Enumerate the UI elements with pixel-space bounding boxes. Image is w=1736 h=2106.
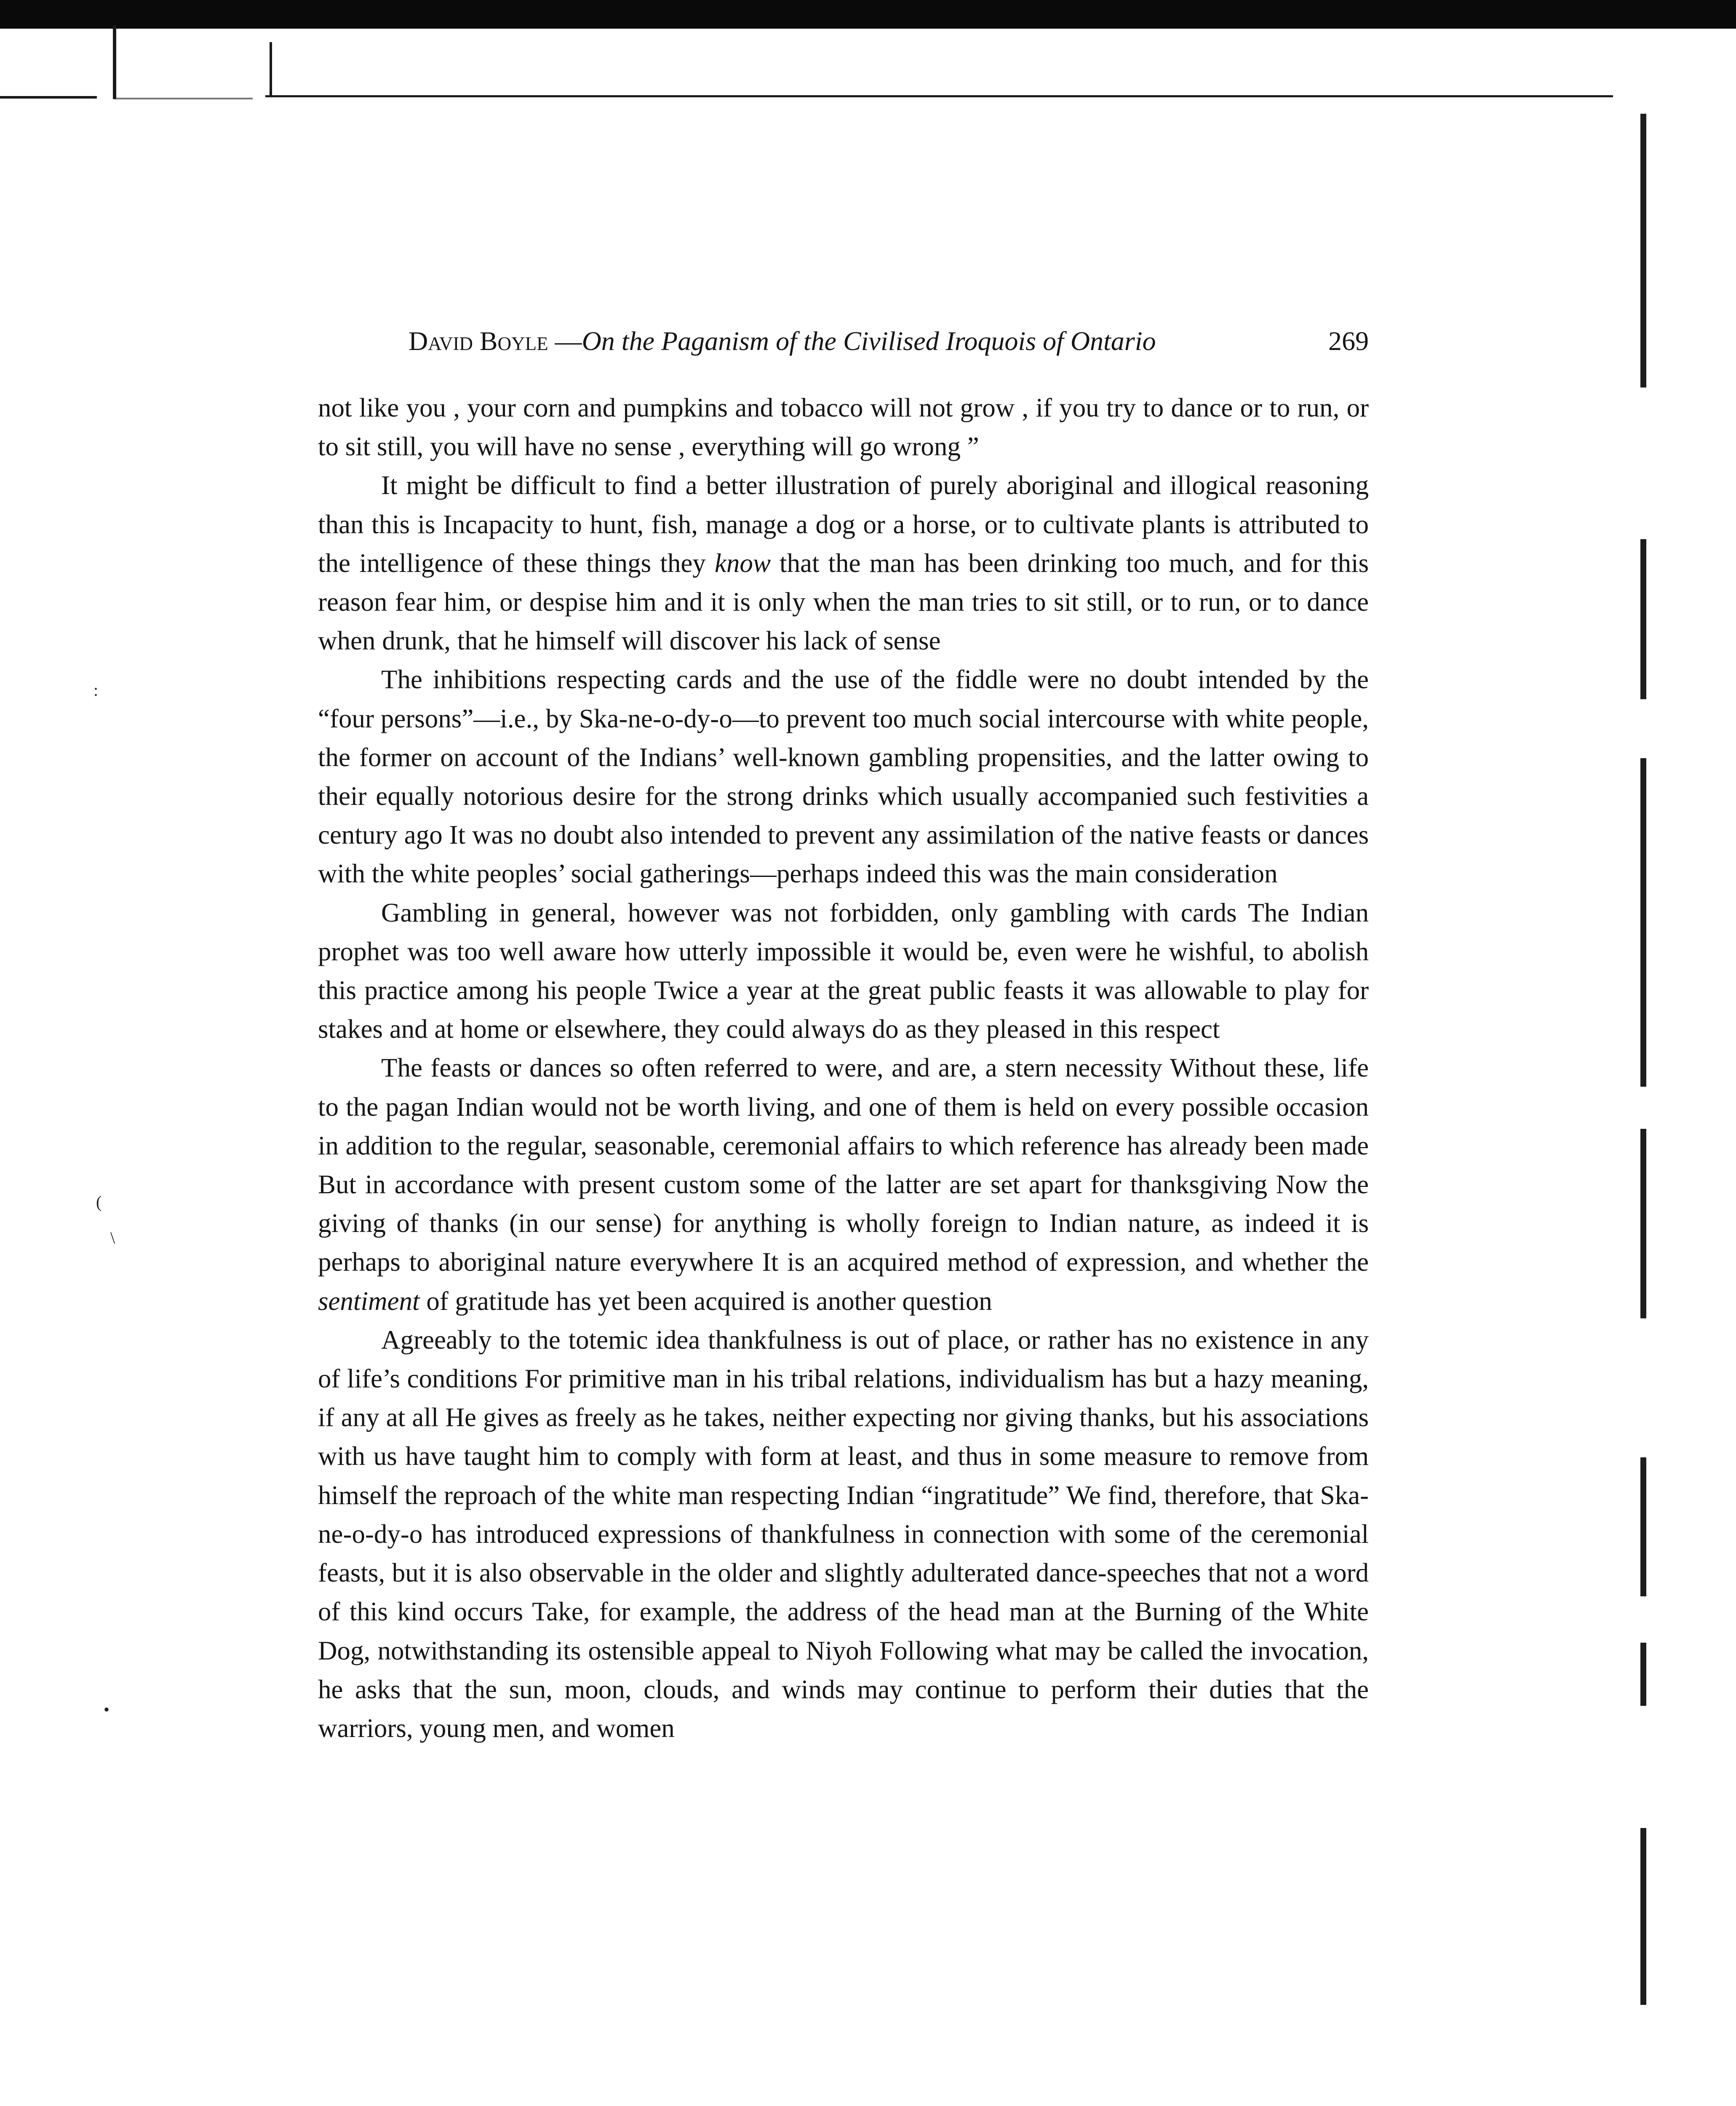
paragraph-text: It might be difficult to find a better illustration of purely aboriginal and illogical reasoning than this is Incapacity to hunt, fish, manage a dog or a horse, or to cultivate plants is attributed to the intelligence of these things they: [318, 470, 1369, 578]
article-body: [318, 388, 1369, 1748]
stray-mark: (: [96, 1192, 102, 1211]
header-author: David Boyle: [409, 326, 548, 356]
paragraph: Agreeably to the totemic idea thankfulness is out of place, or rather has no existence in any of life’s conditions For primitive man in his tribal relations, individualism has but a hazy meaning, if any at all He gives as freely as he takes, neither expecting nor giving thanks, but his associations with us have taught him to comply with form at least, and thus in some measure to remove from himself the reproach of the white man respecting Indian “ingratitude” We find, therefore, that Ska-ne-o-dy-o has introduced expressions of thankfulness in connection with some of the ceremonial feasts, but it is also observable in the older and slightly adulterated dance-speeches that not a word of this kind occurs Take, for example, the address of the head man at the Burning of the White Dog, notwithstanding its ostensible appeal to Niyoh Following what may be called the invocation, he asks that the sun, moon, clouds, and winds may continue to perform their duties that the warriors, young men, and women: [318, 1325, 1369, 1743]
paragraph-text: of gratitude has yet been acquired is another question: [419, 1286, 992, 1316]
scan-top-border: [0, 0, 1736, 29]
scan-rule-vertical-left: [113, 25, 116, 99]
paragraph-text: that the man has been drinking too much, and for this reason fear him, or despise him and it is only when the man tries to sit still, or to run, or to dance when drunk, that he himself will discover his lack of sense: [318, 548, 1369, 656]
paragraph: [318, 466, 1369, 660]
paragraph: [318, 1048, 1369, 1320]
page-number: 269: [1328, 326, 1369, 356]
paragraph: not like you , your corn and pumpkins and tobacco will not grow , if you try to dance or to run, or to sit still, you will have no sense , everything will go wrong ”: [318, 393, 1369, 462]
header-subtitle: On the Paganism of the Civilised Iroquois of Ontario: [582, 326, 1156, 356]
emphasis-text: sentiment: [318, 1286, 420, 1316]
scan-rule-left: [0, 96, 97, 99]
right-scan-edge: [1640, 101, 1646, 2106]
paragraph-text: The feasts or dances so often referred to were, and are, a stern necessity Without these, life to the pagan Indian would not be worth living, and one of them is held on every possible occasion in addition to the regular, seasonable, ceremonial affairs to which reference has already been made But in accordance with present custom some of the latter are set apart for thanksgiving Now the giving of thanks (in our sense) for anything is wholly foreign to Indian nature, as indeed it is perhaps to aboriginal nature everywhere It is an acquired method of expression, and whether the: [318, 1053, 1369, 1277]
scan-rule-mid-dashed: [114, 98, 253, 99]
stray-mark: \: [110, 1228, 115, 1247]
scan-rule-vertical-mid: [270, 42, 272, 97]
scan-rule-top: [265, 95, 1613, 97]
paragraph: The inhibitions respecting cards and the use of the fiddle were no doubt intended by the “four persons”—i.e., by Ska-ne-o-dy-o—to prevent too much social intercourse with white people, the former on account of the Indians’ well-known gambling propensities, and the latter owing to their equally notorious desire for the strong drinks which usually accompanied such festivities a century ago It was no doubt also intended to prevent any assimilation of the native feasts or dances with the white peoples’ social gatherings—perhaps indeed this was the main consideration: [318, 665, 1369, 889]
emphasis-text: know: [714, 548, 771, 578]
running-header: [409, 318, 1369, 364]
stray-mark: •: [104, 1700, 110, 1719]
paragraph: Gambling in general, however was not forbidden, only gambling with cards The Indian prophet was too well aware how utterly impossible it would be, even were he wishful, to abolish this practice among his people Twice a year at the great public feasts it was allowable to play for stakes and at home or elsewhere, they could always do as they pleased in this respect: [318, 898, 1369, 1044]
header-dash: —: [548, 326, 582, 356]
stray-mark: :: [93, 681, 99, 700]
